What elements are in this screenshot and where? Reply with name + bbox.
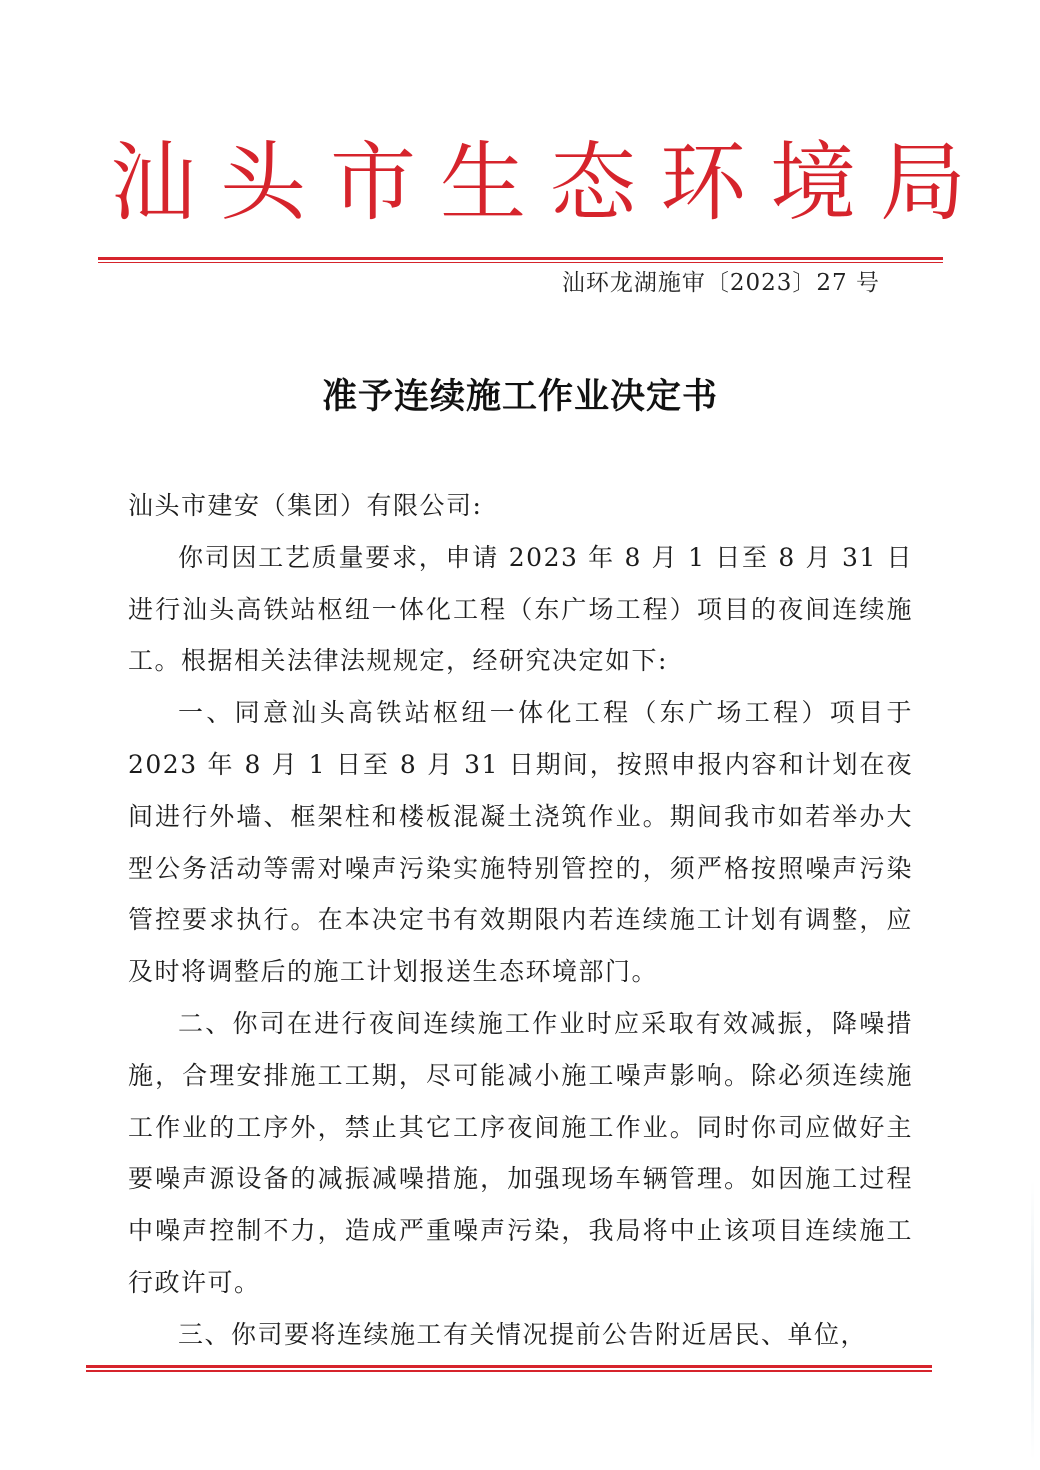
paragraph-item-2: 二、你司在进行夜间连续施工作业时应采取有效减振，降噪措施，合理安排施工工期，尽可能减小施工噪声影响。除必须连续施工作业的工序外，禁止其它工序夜间施工作业。同时你司应做好主要噪声源设备的减振减噪措施，加强现场车辆管理。如因施工过程中噪声控制不力，造成严重噪声污染，我局将中止该项目连续施工行政许可。	[128, 1008, 913, 1297]
letterhead-red-rule	[98, 257, 943, 263]
paragraph-item-1: 一、同意汕头高铁站枢纽一体化工程（东广场工程）项目于 2023 年 8 月 1 日至 8 月 31 日期间，按照申报内容和计划在夜间进行外墙、框架柱和楼板混凝土浇筑作业。期间我市如若举办大型公务活动等需对噪声污染实施特别管控的，须严格按照噪声污染管控要求执行。在本决定书有效期限内若连续施工计划有调整，应及时将调整后的施工计划报送生态环境部门。	[128, 698, 913, 987]
footer-red-rule	[86, 1365, 932, 1372]
document-title: 准予连续施工作业决定书	[321, 376, 718, 417]
addressee: 汕头市建安（集团）有限公司:	[128, 491, 483, 520]
document-body	[128, 480, 913, 1361]
letterhead-org-name: 汕头市生态环境局	[110, 133, 990, 233]
scan-edge-artifact	[1031, 1180, 1034, 1460]
document-number: 汕环龙湖施审〔2023〕27 号	[561, 270, 880, 296]
paragraph-item-3: 三、你司要将连续施工有关情况提前公告附近居民、单位，	[178, 1319, 868, 1349]
paragraph-intro: 你司因工艺质量要求，申请 2023 年 8 月 1 日至 8 月 31 日进行汕头高铁站枢纽一体化工程（东广场工程）项目的夜间连续施工。根据相关法律法规规定，经研究决定如下:	[128, 542, 913, 676]
